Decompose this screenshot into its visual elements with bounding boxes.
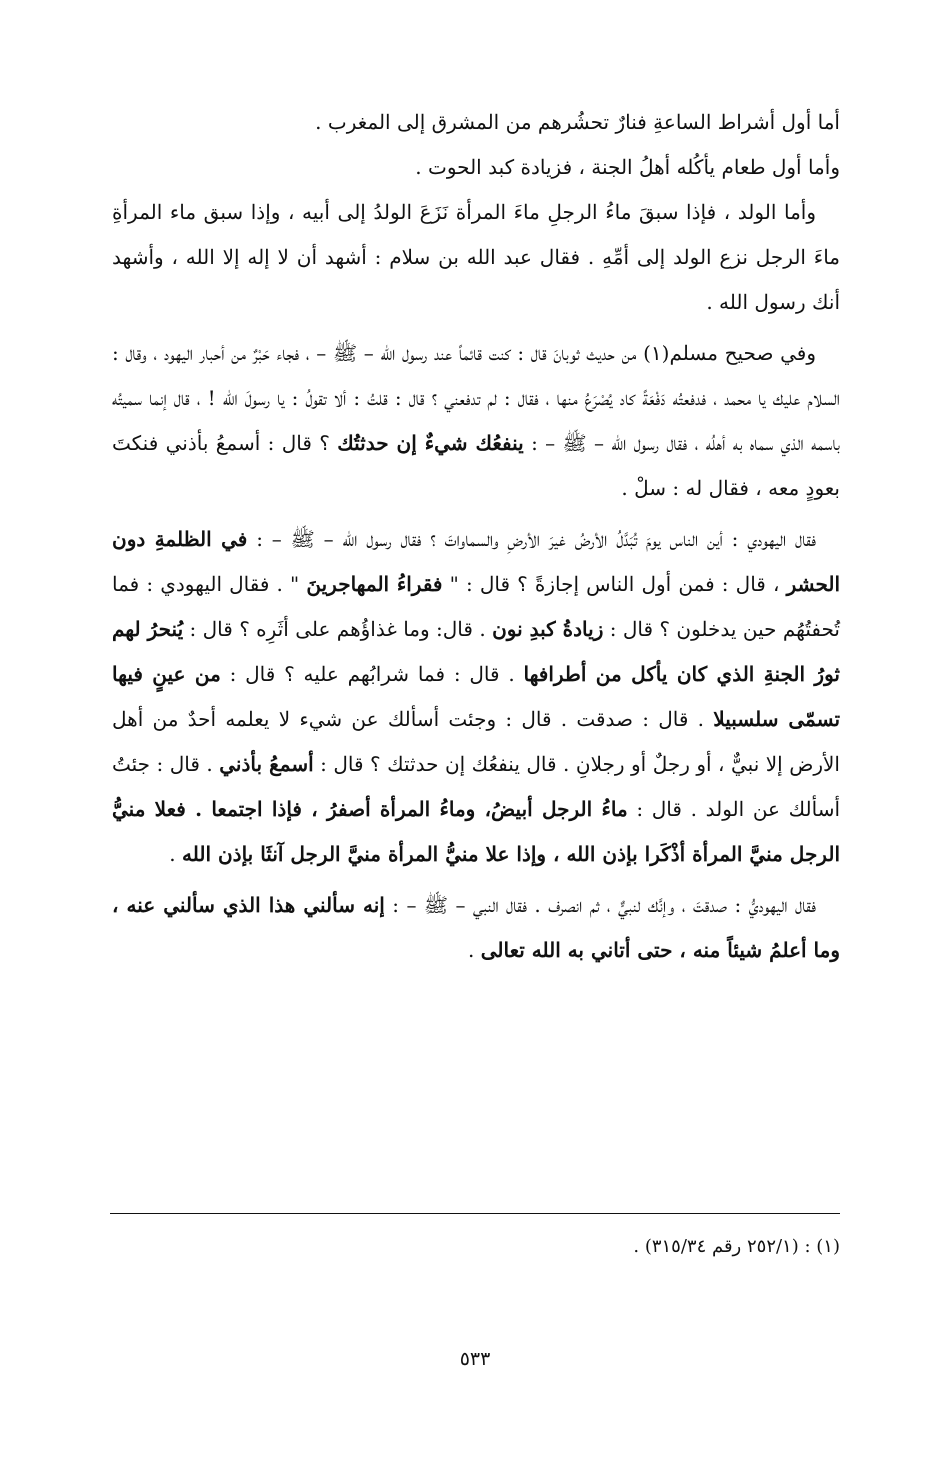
text-segment: . قال: وما غذاؤُهم على أثَرِه ؟ قال :: [183, 617, 493, 641]
paragraph: [112, 883, 840, 973]
text-segment: .: [468, 938, 481, 962]
text-segment: فقال اليهودي : أين الناس يومَ تُبَدَّلُ الأرضُ غيرَ الأرضِ والسماواتَ ؟ فقال رسول الله – ﷺ – :: [247, 527, 816, 551]
text-segment: وفي صحيح مسلم(١) من حديث ثوبانَ قال : كنت قائماً عند رسول الله – ﷺ – ، فجاء حَبْرٌ من أحبار اليهود ، وقال : السلام عليك يا محمد ، فدفعتُه دَفْعَةً كاد يُصْرَعُ منها ، فقال : لم تدفعني ؟ قال : قلتُ : ألا تقولُ : يا رسولَ الله ! ، قال إنما سميتُه باسمه الذي سماه به أهلُه ، فقال رسول الله – ﷺ – :: [112, 341, 840, 455]
bold-text-segment: زيادةُ كبدِ نون: [492, 617, 604, 641]
main-text: [112, 100, 840, 973]
footnote-separator: [110, 1213, 840, 1214]
bold-text-segment: فقراءُ المهاجرينَ: [306, 572, 443, 596]
bold-text-segment: إنه سألني هذا الذي سألني عنه ، وما أعلمُ شيئاً منه ، حتى أتاني به الله تعالى: [112, 893, 840, 962]
text-segment: وأما الولد ، فإذا سبقَ ماءُ الرجلِ ماءَ المرأة نَزَعَ الولدُ إلى أبيه ، وإذا سبق ماء المرأةِ ماءَ الرجل نزع الولد إلى أمِّهِ . فقال عبد الله بن سلام : أشهد أن لا إله إلا الله ، وأشهد أنك رسول الله .: [112, 200, 840, 314]
text-segment: " . فقال اليهودي : فما تُحفتُهُم حين يدخلون ؟ قال :: [112, 572, 840, 641]
text-segment: . قال : فما شرابُهم عليه ؟ قال :: [220, 662, 524, 686]
bold-text-segment: يُنحرُ لهم ثورُ الجنةِ الذي كان يأكل من أطرافها: [112, 617, 840, 686]
text-segment: ، قال : فمن أول الناس إجازةً ؟ قال : ": [442, 572, 787, 596]
paragraph: [112, 190, 840, 325]
bold-text-segment: ينفعُك شيءٌ إن حدثتُك: [337, 431, 524, 455]
bold-text-segment: أسمعُ بأذني: [219, 752, 314, 776]
text-segment: وأما أول طعام يأكُله أهلُ الجنة ، فزيادة كبد الحوت .: [415, 155, 840, 179]
bold-text-segment: في الظلمةِ دون الحشر: [112, 527, 840, 596]
paragraph: [112, 145, 840, 190]
text-segment: . قال : صدقت . قال : وجئت أسألك عن شيء لا يعلمه أحدٌ من أهل الأرض إلا نبيٌّ ، أو رجلٌ أو رجلانِ . قال ينفعُك إن حدثتك ؟ قال :: [112, 707, 840, 776]
bold-text-segment: ماءُ الرجل أبيضُ، وماءُ المرأة أصفرُ ، فإذا اجتمعا . فعلا منيُّ الرجل منيَّ المرأة أذْكَرا بإذن الله ، وإذا علا منيُّ المرأة منيَّ الرجل آنثَا بإذن الله: [112, 797, 840, 866]
text-segment: . قال : جئتُ أسألك عن الولد . قال :: [112, 752, 841, 821]
text-segment: أما أول أشراط الساعةِ فنارٌ تحشُرهم من المشرق إلى المغرب .: [315, 110, 840, 134]
footnote: (١) : (٢٥٢/١ رقم ٣١٥/٣٤) .: [633, 1236, 840, 1257]
text-segment: فقال اليهوديُّ : صدقتَ ، وإنَّك لنبيٌّ ، ثم انصرف . فقال النبي – ﷺ – :: [384, 893, 816, 917]
page-number: ٥٣٣: [459, 1348, 491, 1370]
paragraph: [112, 517, 840, 877]
paragraph: [112, 331, 840, 511]
bold-text-segment: من عينٍ فيها تسمّى سلسبيلا: [112, 662, 841, 731]
text-segment: .: [169, 842, 183, 866]
paragraph: [112, 100, 840, 145]
text-segment: ؟ قال : أسمعُ بأذني فنكتَ بعودٍ معه ، فقال له : سلْ .: [112, 431, 840, 500]
